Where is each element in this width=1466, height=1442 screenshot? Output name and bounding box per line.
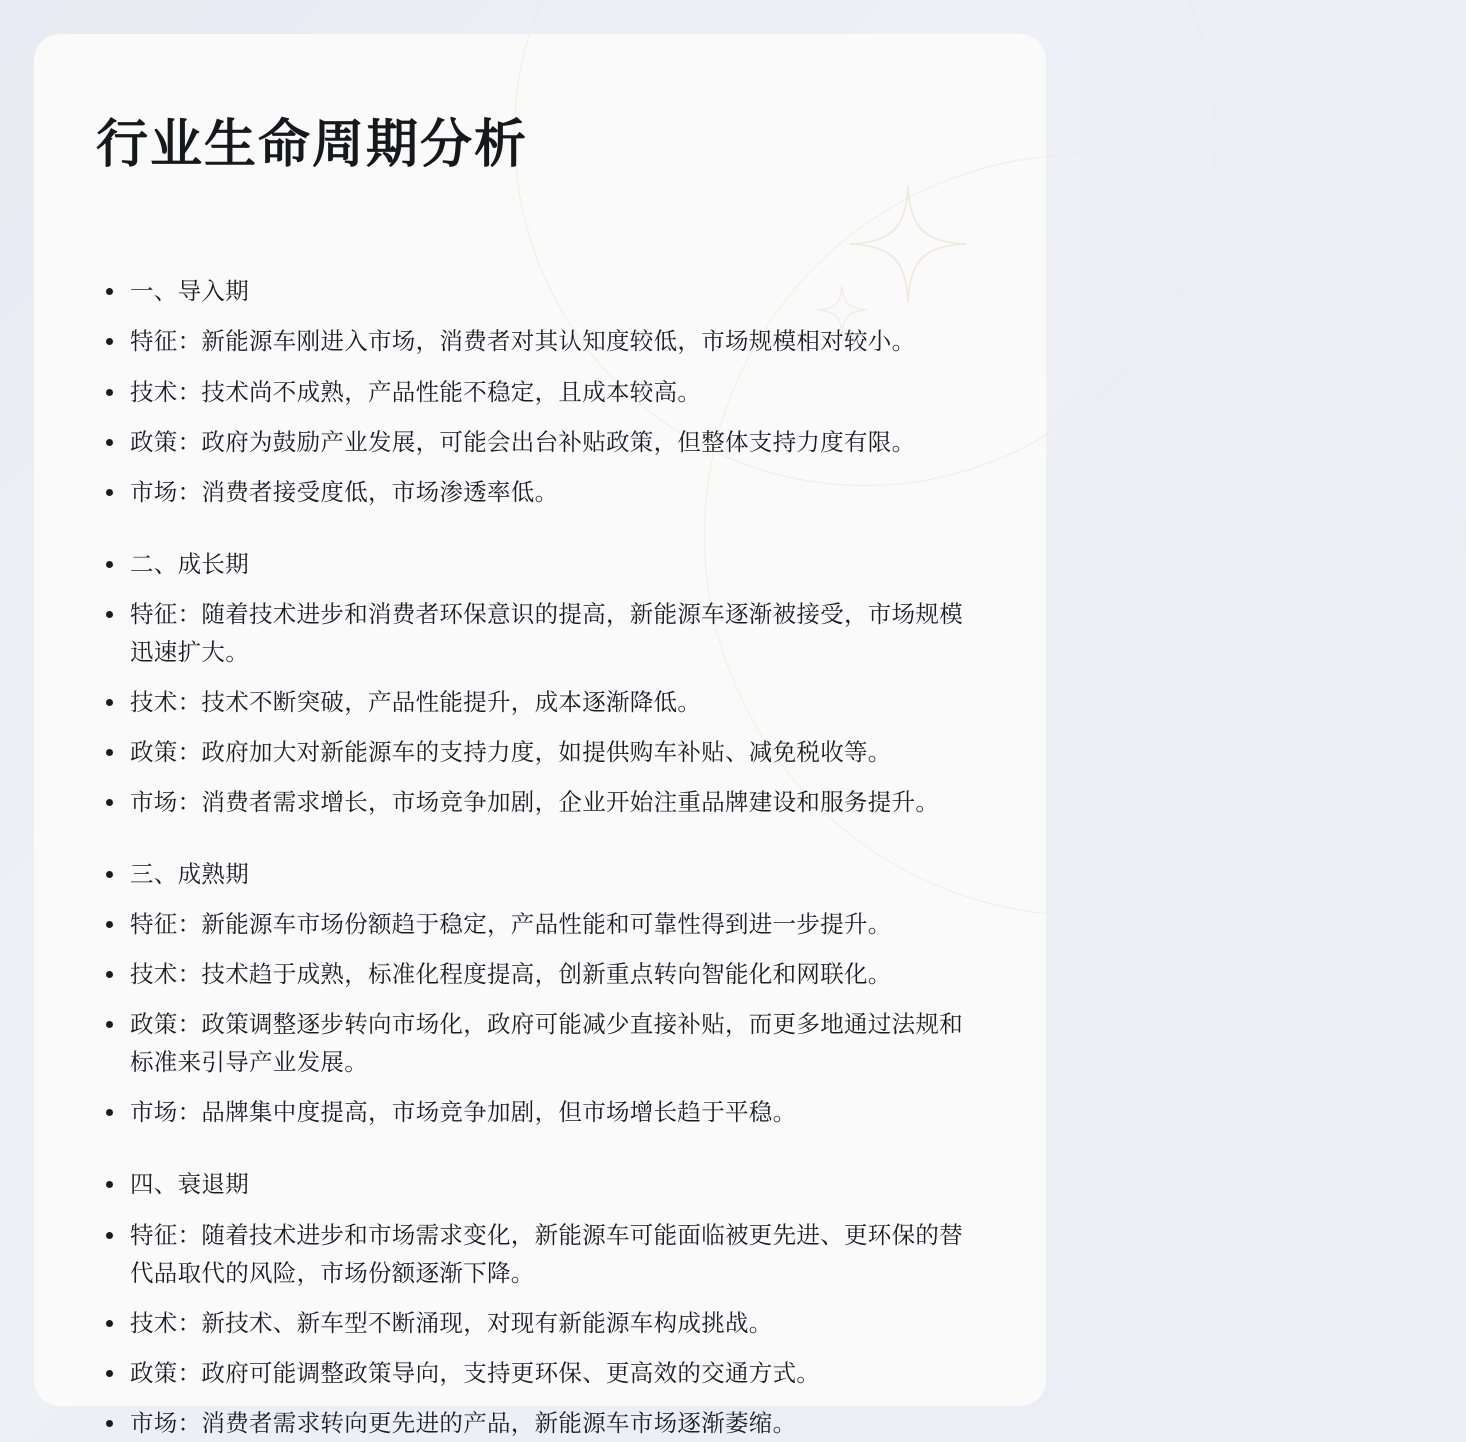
list-item: 特征：随着技术进步和消费者环保意识的提高，新能源车逐渐被接受，市场规模迅速扩大。 [96, 595, 984, 671]
section-list [96, 545, 984, 821]
section-list [96, 855, 984, 1131]
list-item: 市场：消费者接受度低，市场渗透率低。 [96, 473, 984, 511]
page-title: 行业生命周期分析 [96, 116, 529, 174]
document-body [96, 272, 984, 1441]
section-heading: 三、成熟期 [96, 855, 984, 893]
section-heading: 二、成长期 [96, 545, 984, 583]
list-item: 特征：新能源车市场份额趋于稳定，产品性能和可靠性得到进一步提升。 [96, 905, 984, 943]
section-list [96, 272, 984, 510]
list-item: 政策：政策调整逐步转向市场化，政府可能减少直接补贴，而更多地通过法规和标准来引导产业发展。 [96, 1005, 984, 1081]
section-maturity [96, 855, 984, 1131]
section-introduction [96, 272, 984, 510]
list-item: 政策：政府加大对新能源车的支持力度，如提供购车补贴、减免税收等。 [96, 733, 984, 771]
list-item: 市场：品牌集中度提高，市场竞争加剧，但市场增长趋于平稳。 [96, 1093, 984, 1131]
section-heading: 一、导入期 [96, 272, 984, 310]
list-item: 技术：技术不断突破，产品性能提升，成本逐渐降低。 [96, 683, 984, 721]
section-growth [96, 545, 984, 821]
list-item: 技术：技术尚不成熟，产品性能不稳定，且成本较高。 [96, 373, 984, 411]
section-decline [96, 1165, 984, 1441]
section-heading: 四、衰退期 [96, 1165, 984, 1203]
list-item: 市场：消费者需求增长，市场竞争加剧，企业开始注重品牌建设和服务提升。 [96, 783, 984, 821]
list-item: 技术：新技术、新车型不断涌现，对现有新能源车构成挑战。 [96, 1304, 984, 1342]
list-item: 特征：随着技术进步和市场需求变化，新能源车可能面临被更先进、更环保的替代品取代的风险，市场份额逐渐下降。 [96, 1216, 984, 1292]
list-item: 政策：政府可能调整政策导向，支持更环保、更高效的交通方式。 [96, 1354, 984, 1392]
list-item: 政策：政府为鼓励产业发展，可能会出台补贴政策，但整体支持力度有限。 [96, 423, 984, 461]
section-list [96, 1165, 984, 1441]
list-item: 市场：消费者需求转向更先进的产品，新能源车市场逐渐萎缩。 [96, 1404, 984, 1442]
content-card [34, 34, 1046, 1436]
list-item: 特征：新能源车刚进入市场，消费者对其认知度较低，市场规模相对较小。 [96, 322, 984, 360]
list-item: 技术：技术趋于成熟，标准化程度提高，创新重点转向智能化和网联化。 [96, 955, 984, 993]
